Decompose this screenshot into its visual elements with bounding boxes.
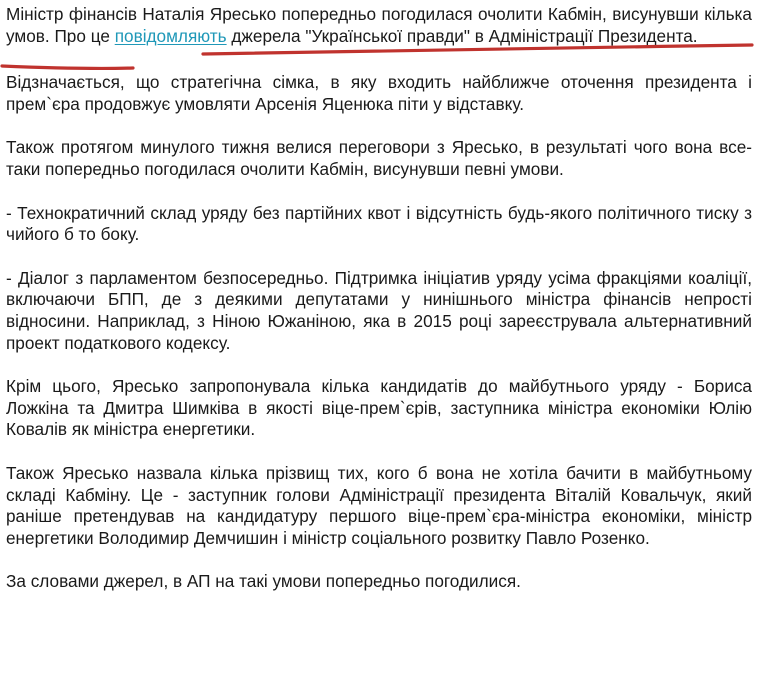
paragraph-negotiations: Також протягом минулого тижня велися переговори з Яресько, в результаті чого вона все-таки попередньо погодилася очолити Кабмін, висунувши певні умови.: [6, 137, 752, 179]
paragraph-unwanted: Також Яресько назвала кілька прізвищ тих, кого б вона не хотіла бачити в майбутньому складі Кабміну. Це - заступник голови Адміністрації президента Віталій Ковальчук, який раніше претендував на кандидатуру першого віце-прем`єра-міністра економіки, міністр енергетики Володимир Демчишин і міністр соціального розвитку Павло Розенко.: [6, 462, 752, 548]
paragraph-candidates: Крім цього, Яресько запропонувала кілька кандидатів до майбутнього уряду - Бориса Ложкіна та Дмитра Шимківа в якості віце-прем`єрів, заступника міністра економіки Юлію Ковалів як міністра енергетики.: [6, 376, 752, 440]
paragraph-condition-technocratic: - Технократичний склад уряду без партійних квот і відсутність будь-якого політичного тиску з чийого б то боку.: [6, 202, 752, 245]
source-link[interactable]: повідомляють: [114, 25, 227, 46]
paragraph-conclusion: За словами джерел, в АП на такі умови попередньо погодилися.: [6, 571, 521, 592]
paragraph-condition-parliament: - Діалог з парламентом безпосередньо. Підтримка ініціатив уряду усіма фракціями коаліції, включаючи БПП, де з деякими депутатами у нинішнього міністра фінансів непрості відносини. Наприклад, з Ніною Южаніною, яка в 2015 році зареєструвала альтернативний проект податкового кодексу.: [6, 267, 752, 353]
paragraph-intro: [6, 4, 752, 47]
intro-text: Міністр фінансів Наталія Яресько попередньо погодилася очолити Кабмін, висунувши кілька умов. Про це: [6, 4, 752, 46]
article-body: [6, 4, 752, 615]
paragraph-strategic-seven: Відзначається, що стратегічна сімка, в яку входить найближче оточення президента і прем`єра продовжує умовляти Арсенія Яценюка піти у відставку.: [6, 72, 752, 114]
intro-text-end: джерела "Української правди" в Адміністрації Президента.: [226, 25, 698, 46]
